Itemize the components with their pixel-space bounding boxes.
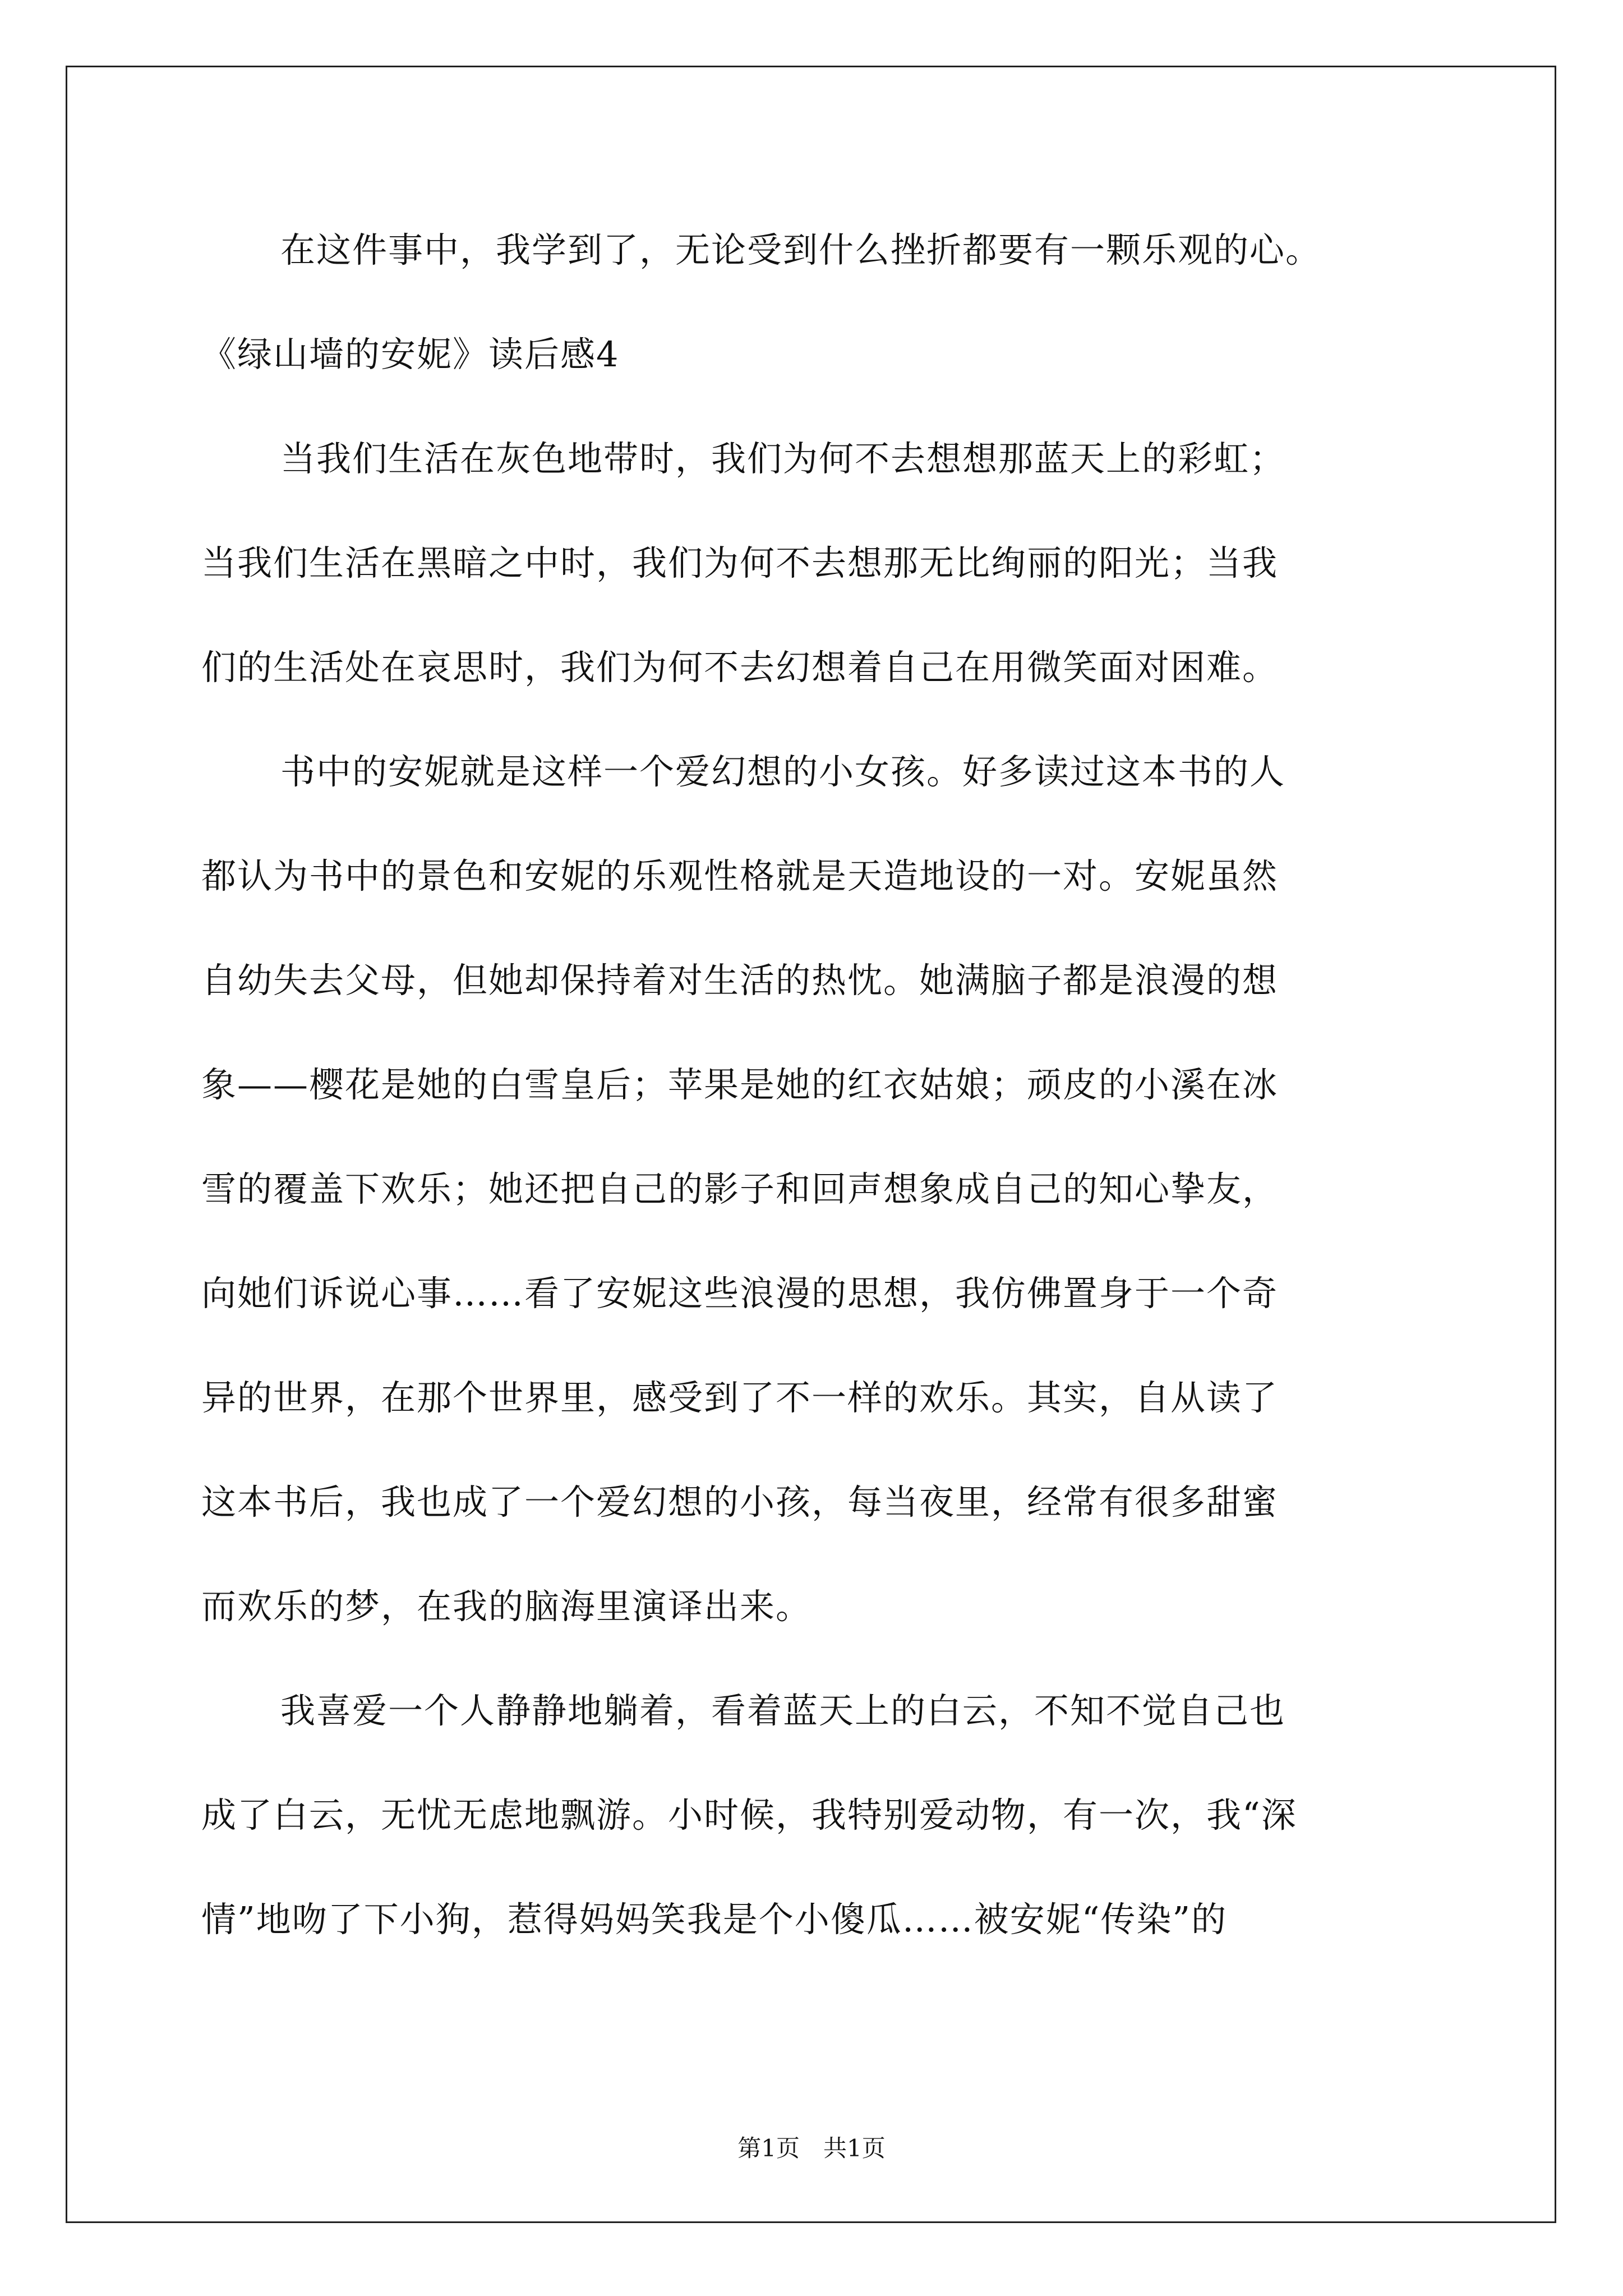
body-line: 雪的覆盖下欢乐；她还把自己的影子和回声想象成自己的知心挚友， [201,1168,1279,1209]
body-line: 我喜爱一个人静静地躺着，看着蓝天上的白云，不知不觉自己也 [280,1690,1286,1731]
body-line: 这本书后，我也成了一个爱幻想的小孩，每当夜里，经常有很多甜蜜 [201,1481,1279,1522]
body-line: 都认为书中的景色和安妮的乐观性格就是天造地设的一对。安妮虽然 [201,855,1279,896]
body-line: 们的生活处在哀思时，我们为何不去幻想着自己在用微笑面对困难。 [201,647,1279,688]
body-line: 当我们生活在黑暗之中时，我们为何不去想那无比绚丽的阳光；当我 [201,542,1279,583]
body-line: 当我们生活在灰色地带时，我们为何不去想想那蓝天上的彩虹； [280,438,1286,479]
body-line: 向她们诉说心事……看了安妮这些浪漫的思想，我仿佛置身于一个奇 [201,1273,1279,1314]
body-line: 而欢乐的梦，在我的脑海里演译出来。 [201,1586,812,1627]
page-number: 第1页 共1页 [737,2134,886,2162]
body-line: 情”地吻了下小狗，惹得妈妈笑我是个小傻瓜……被安妮“传染”的 [201,1899,1228,1940]
section-heading: 《绿山墙的安妮》读后感4 [201,334,620,375]
body-line: 自幼失去父母，但她却保持着对生活的热忱。她满脑子都是浪漫的想 [201,960,1279,1001]
body-line: 在这件事中，我学到了，无论受到什么挫折都要有一颗乐观的心。 [280,229,1322,270]
body-line: 异的世界，在那个世界里，感受到了不一样的欢乐。其实，自从读了 [201,1377,1279,1418]
body-line: 象——樱花是她的白雪皇后；苹果是她的红衣姑娘；顽皮的小溪在冰 [201,1064,1279,1105]
body-line: 书中的安妮就是这样一个爱幻想的小女孩。好多读过这本书的人 [280,751,1286,792]
body-line: 成了白云，无忧无虑地飘游。小时候，我特别爱动物，有一次，我“深 [201,1795,1297,1835]
